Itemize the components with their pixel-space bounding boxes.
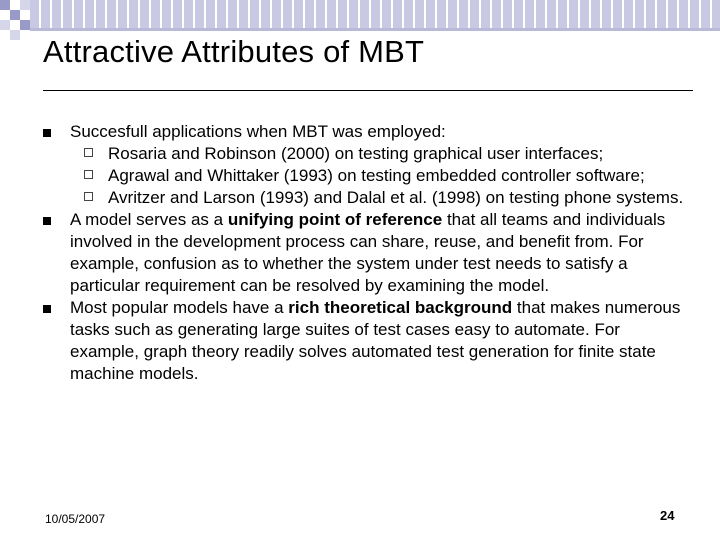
square-bullet-icon xyxy=(43,217,51,225)
sub-bullet-text: Agrawal and Whittaker (1993) on testing embedded controller software; xyxy=(108,166,645,185)
bullet-emphasis: rich theoretical background xyxy=(288,298,513,317)
slide-title: Attractive Attributes of MBT xyxy=(43,34,425,69)
sub-bullet-item xyxy=(84,187,690,209)
bullet-item xyxy=(70,121,690,209)
sub-bullet-text: Rosaria and Robinson (2000) on testing graphical user interfaces; xyxy=(108,144,604,163)
bullet-text-rest: that makes numerous tasks such as generating large suites of test cases easy to automate. For example, graph theory readily solves automated test generation for finite state machine models. xyxy=(70,298,681,383)
hollow-square-bullet-icon xyxy=(84,148,93,157)
hollow-square-bullet-icon xyxy=(84,192,93,201)
bullet-text: Succesfull applications when MBT was employed: xyxy=(70,122,446,141)
hollow-square-bullet-icon xyxy=(84,170,93,179)
bullet-item xyxy=(70,209,690,297)
slide-body xyxy=(70,121,690,385)
sub-bullet-text: Avritzer and Larson (1993) and Dalal et al. (1998) on testing phone systems. xyxy=(108,188,684,207)
square-bullet-icon xyxy=(43,305,51,313)
square-bullet-icon xyxy=(43,129,51,137)
header-stripe-underline xyxy=(30,28,720,31)
sub-bullet-list xyxy=(84,143,690,209)
footer-date: 10/05/2007 xyxy=(45,512,106,526)
title-divider xyxy=(43,90,693,91)
bullet-text-rest: that all teams and individuals involved in the development process can share, reuse, and benefit from. For example, confusion as to whether the system under test needs to satisfy a particular requirement can be resolved by examining the model. xyxy=(70,210,666,295)
bullet-text-lead: A model serves as a xyxy=(70,210,228,229)
page-number: 24 xyxy=(660,508,675,523)
sub-bullet-item xyxy=(84,165,690,187)
sub-bullet-item xyxy=(84,143,690,165)
bullet-item xyxy=(70,297,690,385)
header-stripe-band xyxy=(30,0,720,28)
bullet-text-lead: Most popular models have a xyxy=(70,298,289,317)
bullet-emphasis: unifying point of reference xyxy=(227,210,443,229)
